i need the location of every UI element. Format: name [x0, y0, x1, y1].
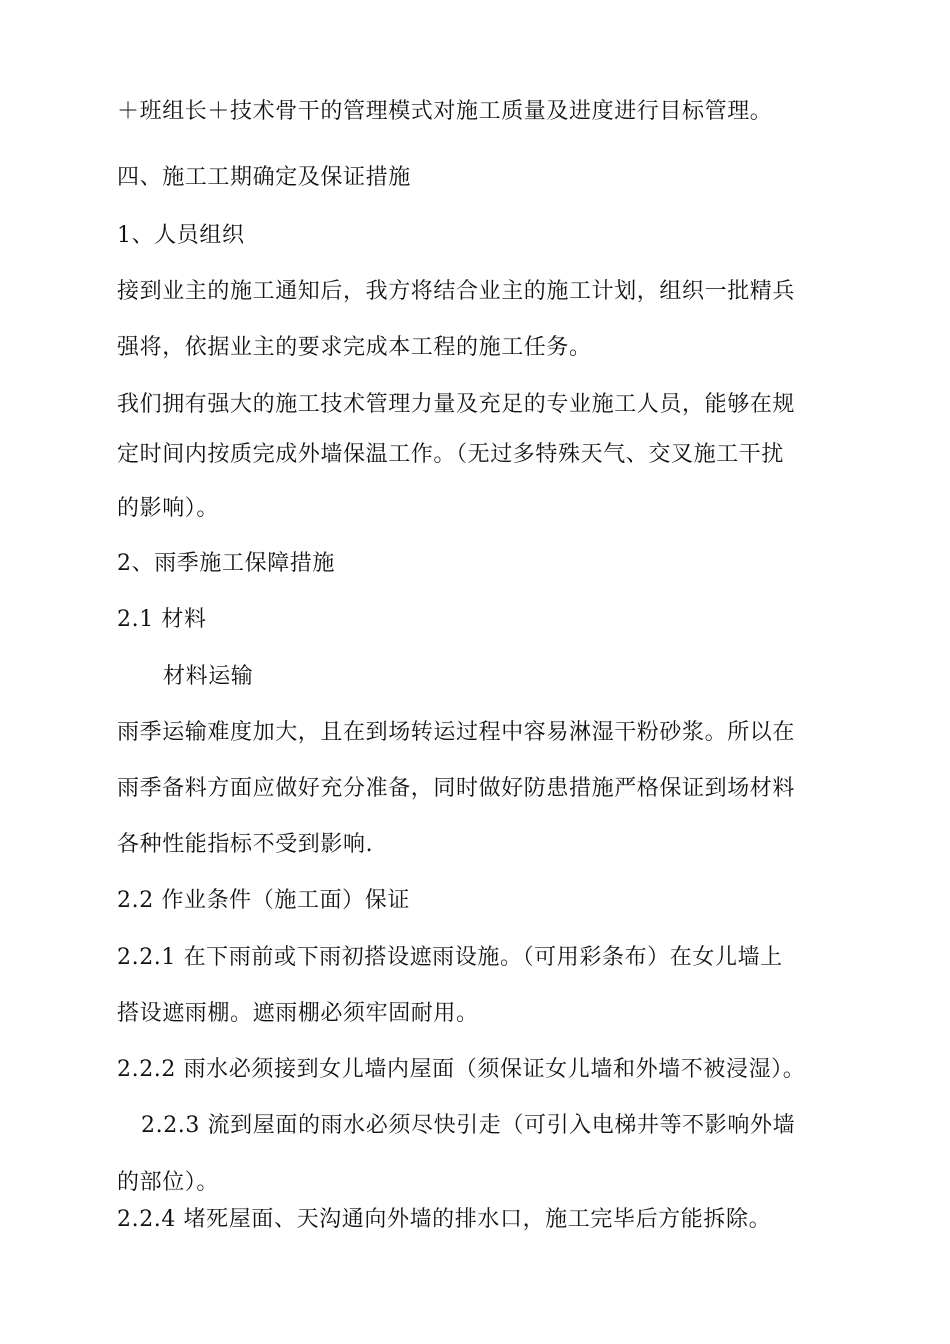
item-2-2-3-continued: 的部位）。	[117, 1170, 220, 1195]
paragraph-line: 接到业主的施工通知后，我方将结合业主的施工计划，组织一批精兵	[117, 279, 796, 304]
subheading-2-rain-season: 2、雨季施工保障措施	[117, 551, 335, 576]
paragraph-line: 定时间内按质完成外墙保温工作。（无过多特殊天气、交叉施工干扰	[117, 442, 785, 467]
paragraph-line: 雨季运输难度加大，且在到场转运过程中容易淋湿干粉砂浆。所以在	[117, 720, 796, 745]
section-heading-4: 四、施工工期确定及保证措施	[117, 165, 411, 190]
paragraph-line: 我们拥有强大的施工技术管理力量及充足的专业施工人员，能够在规	[117, 392, 796, 417]
item-2-2-2: 2.2.2 雨水必须接到女儿墙内屋面（须保证女儿墙和外墙不被浸湿）。	[117, 1057, 806, 1082]
subheading-2-2-conditions: 2.2 作业条件（施工面）保证	[117, 888, 410, 913]
item-2-2-1: 2.2.1 在下雨前或下雨初搭设遮雨设施。（可用彩条布）在女儿墙上	[117, 945, 783, 970]
paragraph-line: 强将，依据业主的要求完成本工程的施工任务。	[117, 335, 592, 360]
paragraph-line: 各种性能指标不受到影响.	[117, 832, 374, 857]
item-2-2-1-continued: 搭设遮雨棚。遮雨棚必须牢固耐用。	[117, 1001, 479, 1026]
item-2-2-4: 2.2.4 堵死屋面、天沟通向外墙的排水口，施工完毕后方能拆除。	[117, 1207, 772, 1232]
subheading-1-staffing: 1、人员组织	[117, 223, 245, 248]
paragraph-line: 的影响）。	[117, 496, 220, 521]
subheading-2-1-materials: 2.1 材料	[117, 607, 207, 632]
paragraph-line: 雨季备料方面应做好充分准备，同时做好防患措施严格保证到场材料	[117, 776, 796, 801]
text-line-management-mode: ＋班组长＋技术骨干的管理模式对施工质量及进度进行目标管理。	[117, 99, 773, 124]
subheading-material-transport: 材料运输	[163, 664, 254, 689]
item-2-2-3: 2.2.3 流到屋面的雨水必须尽快引走（可引入电梯井等不影响外墙	[141, 1113, 796, 1138]
